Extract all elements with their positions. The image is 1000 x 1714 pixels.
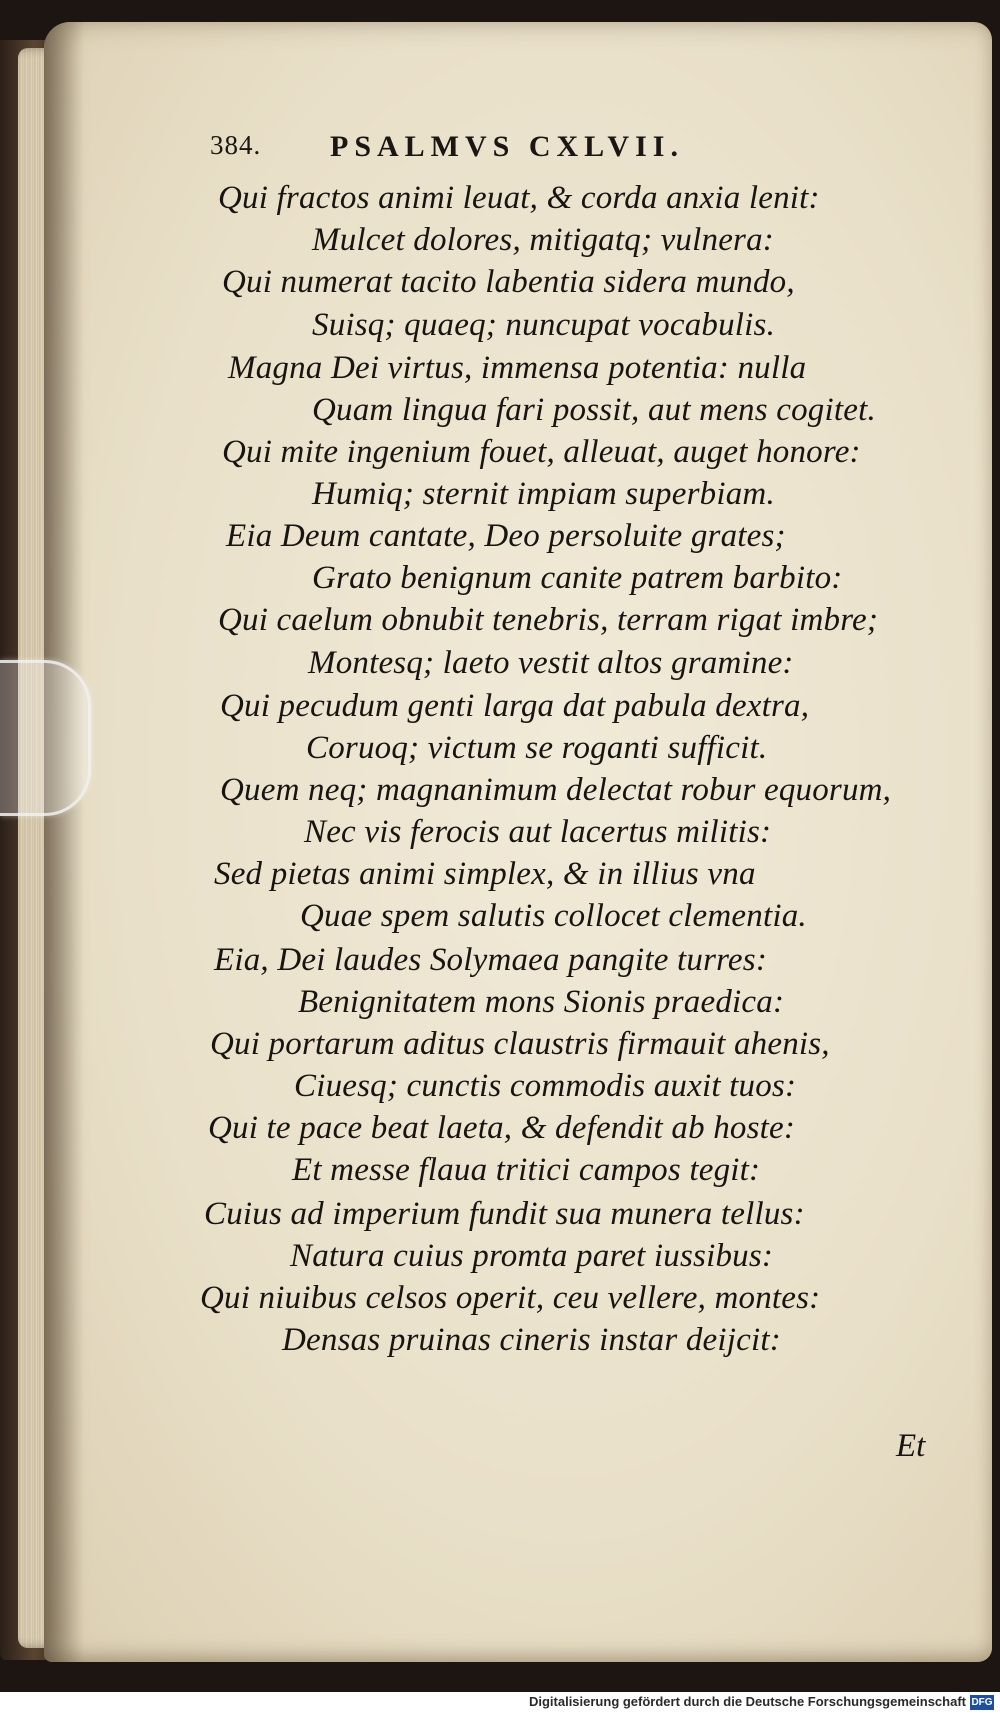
verse-line: Natura cuius promta paret iussibus: <box>290 1238 774 1274</box>
digitization-footer <box>0 1692 1000 1714</box>
verse-line: Eia, Dei laudes Solymaea pangite turres: <box>214 942 768 978</box>
funding-credit: Digitalisierung gefördert durch die Deutsche Forschungsgemeinschaft <box>528 1694 966 1709</box>
verse-line: Quae spem salutis collocet clementia. <box>300 898 807 934</box>
verse-line: Qui portarum aditus claustris firmauit ahenis, <box>210 1026 830 1062</box>
verse-line: Nec vis ferocis aut lacertus militis: <box>304 814 772 850</box>
verse-line: Cuius ad imperium fundit sua munera tellus: <box>204 1196 805 1232</box>
verse-line: Qui fractos animi leuat, & corda anxia lenit: <box>218 180 820 216</box>
verse-line: Qui caelum obnubit tenebris, terram rigat imbre; <box>218 602 879 638</box>
verse-line: Sed pietas animi simplex, & in illius vna <box>214 856 756 892</box>
verse-line: Qui pecudum genti larga dat pabula dextra, <box>220 688 810 724</box>
catchword: Et <box>896 1428 926 1464</box>
verse-line: Humiq; sternit impiam superbiam. <box>312 476 775 512</box>
verse-line: Suisq; quaeq; nuncupat vocabulis. <box>312 307 776 343</box>
page-number: 384. <box>210 130 262 160</box>
verse-line: Mulcet dolores, mitigatq; vulnera: <box>312 222 774 258</box>
verse-line: Benignitatem mons Sionis praedica: <box>298 984 785 1020</box>
gutter-shadow <box>44 22 84 1662</box>
verse-line: Eia Deum cantate, Deo persoluite grates; <box>226 518 786 554</box>
verse-line: Magna Dei virtus, immensa potentia: nulla <box>228 350 807 386</box>
dfg-logo: DFG <box>971 1697 993 1708</box>
verse-line: Quam lingua fari possit, aut mens cogitet. <box>312 392 876 428</box>
running-title: PSALMVS CXLVII. <box>330 130 684 163</box>
verse-line: Densas pruinas cineris instar deijcit: <box>282 1322 781 1358</box>
verse-line: Montesq; laeto vestit altos gramine: <box>308 645 794 681</box>
verse-line: Qui mite ingenium fouet, alleuat, auget honore: <box>222 434 861 470</box>
page-clip-tab <box>0 660 91 816</box>
page-header <box>210 130 850 174</box>
verse-line: Qui numerat tacito labentia sidera mundo, <box>222 264 795 300</box>
verse-line: Grato benignum canite patrem barbito: <box>312 560 843 596</box>
verse-line: Qui te pace beat laeta, & defendit ab hoste: <box>208 1110 796 1146</box>
verse-line: Qui niuibus celsos operit, ceu vellere, montes: <box>200 1280 821 1316</box>
verse-line: Coruoq; victum se roganti sufficit. <box>306 730 768 766</box>
verse-line: Ciuesq; cunctis commodis auxit tuos: <box>294 1068 797 1104</box>
verse-line: Quem neq; magnanimum delectat robur equorum, <box>220 772 892 808</box>
verse-line: Et messe flaua tritici campos tegit: <box>292 1152 761 1188</box>
